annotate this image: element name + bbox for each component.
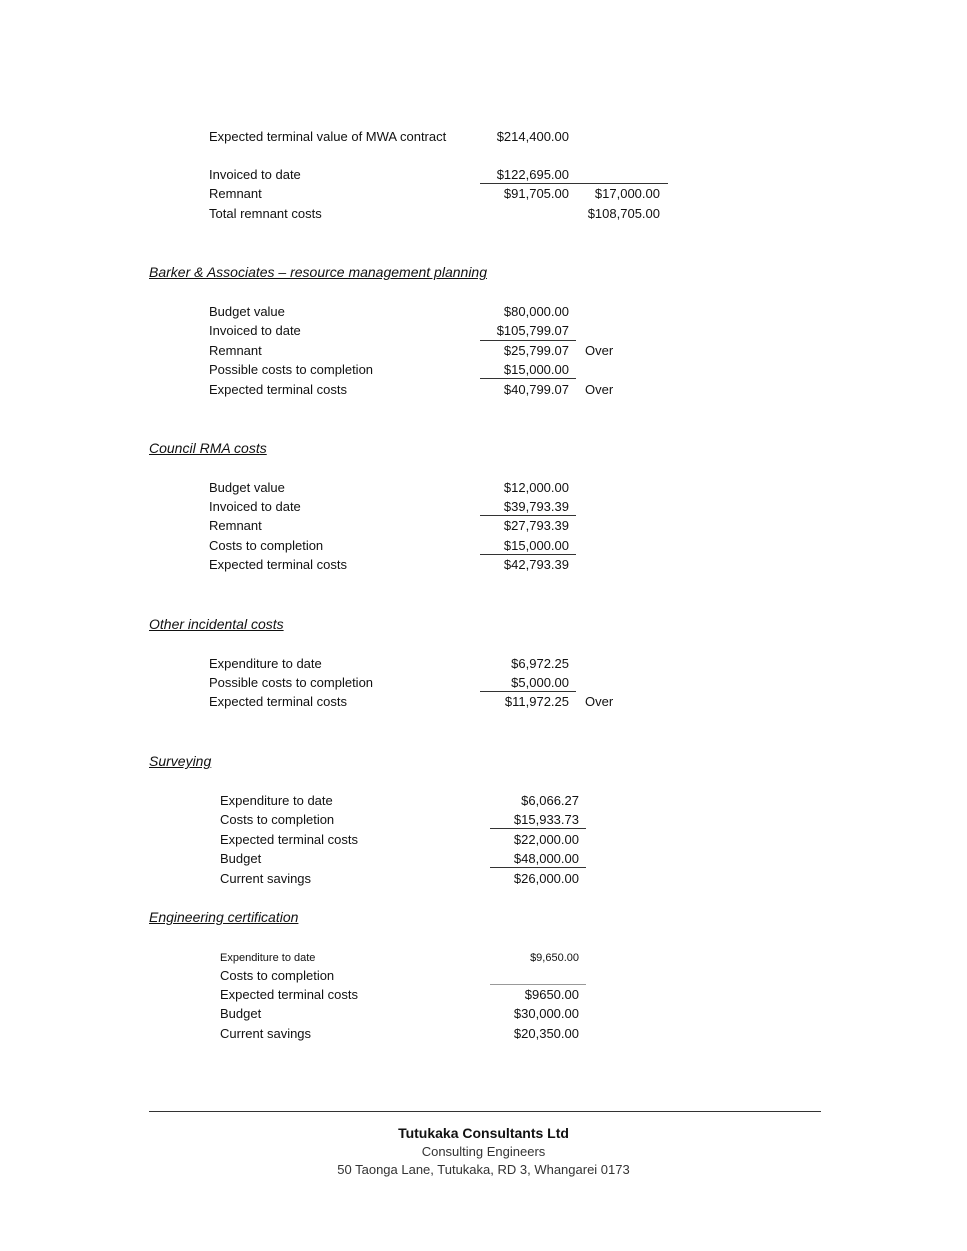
surveying-row-label: Costs to completion <box>220 812 335 827</box>
mwa-total-label: Total remnant costs <box>209 206 322 221</box>
mwa-expected-value: $214,400.00 <box>496 129 569 144</box>
barker-row-value: $25,799.07 <box>503 343 569 358</box>
council-row-label: Budget value <box>209 480 285 495</box>
incidental-row-value: $6,972.25 <box>511 656 569 671</box>
council-row-label: Expected terminal costs <box>209 557 348 572</box>
surveying-rule <box>490 828 586 829</box>
council-row-label: Costs to completion <box>209 538 324 553</box>
barker-row-label: Budget value <box>209 304 285 319</box>
incidental-row-note: Over <box>585 694 614 709</box>
footer-company: Tutukaka Consultants Ltd <box>398 1125 569 1141</box>
mwa-remnant-label: Remnant <box>209 186 262 201</box>
council-row-value: $12,000.00 <box>503 480 569 495</box>
council-row-value: $39,793.39 <box>503 499 569 514</box>
barker-row-value: $105,799.07 <box>496 323 569 338</box>
incidental-heading: Other incidental costs <box>149 616 284 632</box>
engineering-row-label: Budget <box>220 1006 262 1021</box>
mwa-remnant-extra: $17,000.00 <box>594 186 660 201</box>
engineering-row-value: $20,350.00 <box>513 1026 579 1041</box>
surveying-row-label: Budget <box>220 851 262 866</box>
council-rule <box>480 515 576 516</box>
council-row-value: $27,793.39 <box>503 518 569 533</box>
incidental-row-label: Expenditure to date <box>209 656 322 671</box>
surveying-heading: Surveying <box>149 753 212 769</box>
engineering-row-value: $9,650.00 <box>530 952 579 964</box>
barker-heading: Barker & Associates – resource management planning <box>149 264 487 280</box>
surveying-row-value: $48,000.00 <box>513 851 579 866</box>
barker-row-value: $40,799.07 <box>503 382 569 397</box>
engineering-row-label: Expenditure to date <box>220 952 316 964</box>
incidental-rule <box>480 691 576 692</box>
surveying-rule <box>490 867 586 868</box>
footer-divider <box>149 1111 821 1112</box>
council-row-label: Remnant <box>209 518 262 533</box>
barker-row-label: Expected terminal costs <box>209 382 348 397</box>
barker-row-label: Possible costs to completion <box>209 362 374 377</box>
incidental-row-value: $5,000.00 <box>511 675 569 690</box>
barker-rule <box>480 340 576 341</box>
surveying-row-label: Expected terminal costs <box>220 832 359 847</box>
surveying-row-value: $15,933.73 <box>513 812 579 827</box>
engineering-row-value: $9650.00 <box>524 987 579 1002</box>
mwa-total-value: $108,705.00 <box>587 206 660 221</box>
engineering-row-label: Costs to completion <box>220 968 335 983</box>
mwa-invoiced-value: $122,695.00 <box>496 167 569 182</box>
surveying-row-label: Expenditure to date <box>220 793 333 808</box>
surveying-row-value: $22,000.00 <box>513 832 579 847</box>
surveying-row-label: Current savings <box>220 871 312 886</box>
surveying-row-value: $26,000.00 <box>513 871 579 886</box>
council-row-value: $42,793.39 <box>503 557 569 572</box>
mwa-invoiced-rule <box>480 183 668 184</box>
council-row-label: Invoiced to date <box>209 499 301 514</box>
barker-row-note: Over <box>585 343 614 358</box>
engineering-heading: Engineering certification <box>149 909 299 925</box>
barker-row-label: Remnant <box>209 343 262 358</box>
barker-row-note: Over <box>585 382 614 397</box>
mwa-expected-label: Expected terminal value of MWA contract <box>209 129 447 144</box>
footer-address: 50 Taonga Lane, Tutukaka, RD 3, Whangarei 0173 <box>337 1162 630 1177</box>
mwa-remnant-value: $91,705.00 <box>503 186 569 201</box>
council-rule <box>480 554 576 555</box>
engineering-rule <box>490 984 586 985</box>
engineering-row-label: Expected terminal costs <box>220 987 359 1002</box>
incidental-row-label: Expected terminal costs <box>209 694 348 709</box>
council-row-value: $15,000.00 <box>503 538 569 553</box>
barker-rule <box>480 378 576 379</box>
incidental-row-value: $11,972.25 <box>504 694 569 709</box>
engineering-row-label: Current savings <box>220 1026 312 1041</box>
council-heading: Council RMA costs <box>149 440 267 456</box>
barker-row-value: $80,000.00 <box>503 304 569 319</box>
incidental-row-label: Possible costs to completion <box>209 675 374 690</box>
barker-row-label: Invoiced to date <box>209 323 301 338</box>
footer-tagline: Consulting Engineers <box>421 1144 546 1159</box>
surveying-row-value: $6,066.27 <box>521 793 579 808</box>
engineering-row-value: $30,000.00 <box>513 1006 579 1021</box>
mwa-invoiced-label: Invoiced to date <box>209 167 301 182</box>
barker-row-value: $15,000.00 <box>503 362 569 377</box>
